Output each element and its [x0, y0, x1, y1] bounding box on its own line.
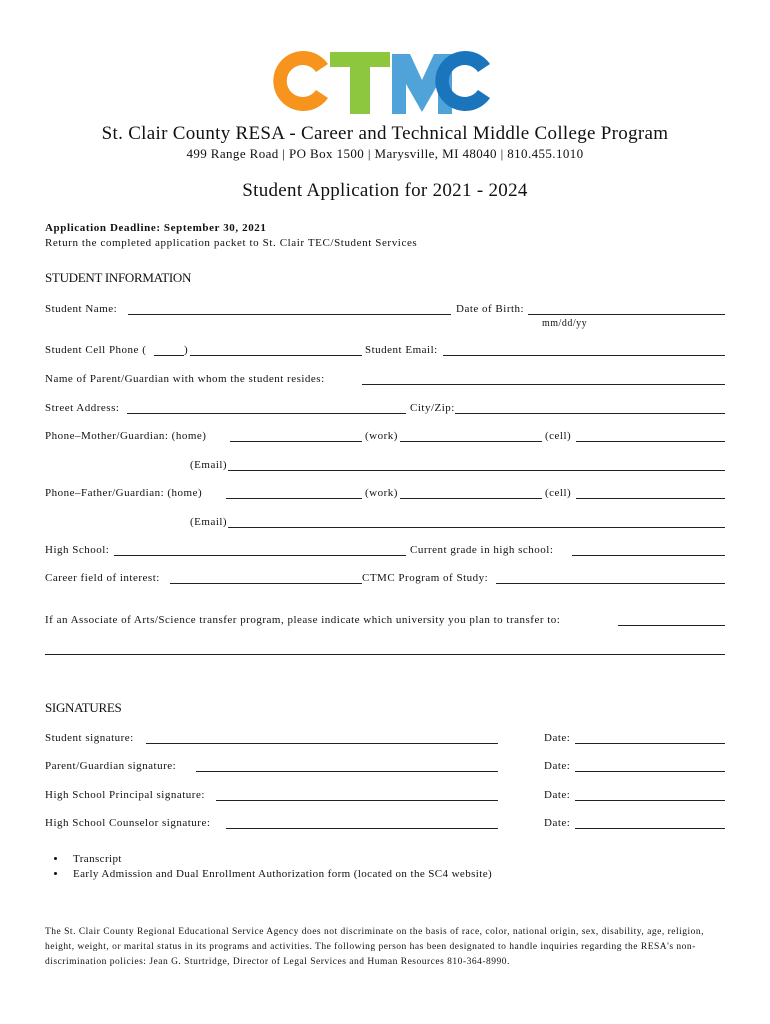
transfer-label: If an Associate of Arts/Science transfer program, please indicate which university you plan to transfer to: [45, 614, 561, 626]
father-email-field[interactable] [228, 527, 725, 528]
program-title: St. Clair County RESA - Career and Technical Middle College Program [101, 123, 669, 144]
dob-field[interactable] [528, 314, 725, 315]
mother-cell-phone-field[interactable] [576, 441, 725, 442]
mother-work-label: (work) [365, 430, 398, 442]
father-work-label: (work) [365, 487, 398, 499]
cell-area-code-field[interactable] [154, 355, 184, 356]
return-note: Return the completed application packet to St. Clair TEC/Student Services [45, 237, 418, 249]
mother-cell-label: (cell) [545, 430, 572, 442]
student-signature-label: Student signature: [45, 732, 134, 744]
signatures-heading: SIGNATURES [45, 700, 122, 715]
ctmc-program-field[interactable] [496, 583, 725, 584]
high-school-field[interactable] [114, 555, 406, 556]
parent-signature-label: Parent/Guardian signature: [45, 760, 177, 772]
current-grade-field[interactable] [572, 555, 725, 556]
counselor-signature-field[interactable] [226, 828, 498, 829]
student-email-label: Student Email: [365, 344, 438, 356]
student-email-field[interactable] [443, 355, 725, 356]
application-deadline: Application Deadline: September 30, 2021 [45, 222, 267, 234]
mother-home-phone-field[interactable] [230, 441, 362, 442]
cell-phone-label: Student Cell Phone ( [45, 344, 147, 356]
list-item: • Early Admission and Dual Enrollment Authorization form (located on the SC4 website) [67, 868, 492, 880]
student-signature-field[interactable] [146, 743, 498, 744]
parent-signature-date-field[interactable] [575, 771, 725, 772]
principal-signature-label: High School Principal signature: [45, 789, 205, 801]
student-name-label: Student Name: [45, 303, 118, 315]
guardian-name-label: Name of Parent/Guardian with whom the student resides: [45, 373, 325, 385]
dob-label: Date of Birth: [456, 303, 525, 315]
city-zip-field[interactable] [455, 413, 725, 414]
ctmc-logo [270, 46, 500, 116]
mother-phone-label: Phone–Mother/Guardian: (home) [45, 430, 207, 442]
father-email-label: (Email) [190, 516, 228, 528]
student-name-field[interactable] [128, 314, 451, 315]
father-cell-phone-field[interactable] [576, 498, 725, 499]
parent-signature-date-label: Date: [544, 760, 571, 772]
father-phone-label: Phone–Father/Guardian: (home) [45, 487, 203, 499]
high-school-label: High School: [45, 544, 110, 556]
mother-email-field[interactable] [228, 470, 725, 471]
counselor-signature-label: High School Counselor signature: [45, 817, 211, 829]
current-grade-label: Current grade in high school: [410, 544, 554, 556]
application-title: Student Application for 2021 - 2024 [242, 180, 528, 201]
transfer-university-field-line2[interactable] [45, 654, 725, 655]
mother-work-phone-field[interactable] [400, 441, 542, 442]
dob-format-hint: mm/dd/yy [542, 318, 588, 329]
mother-email-label: (Email) [190, 459, 228, 471]
student-signature-date-label: Date: [544, 732, 571, 744]
student-signature-date-field[interactable] [575, 743, 725, 744]
required-documents-list [45, 853, 492, 883]
ctmc-program-label: CTMC Program of Study: [362, 572, 489, 584]
father-cell-label: (cell) [545, 487, 572, 499]
program-address: 499 Range Road | PO Box 1500 | Marysville, MI 48040 | 810.455.1010 [186, 146, 584, 161]
cell-phone-field[interactable] [190, 355, 362, 356]
transfer-university-field[interactable] [618, 625, 725, 626]
list-item: • Transcript [67, 853, 492, 865]
principal-signature-date-label: Date: [544, 789, 571, 801]
non-discrimination-statement: The St. Clair County Regional Educational Service Agency does not discriminate on the basis of race, color, national origin, sex, disability, age, religion, height, weight, or marital status in its programs and activities. The following person has been designated to handle inquiries regarding the RESA's non-discrimination policies: Jean G. Sturtridge, Director of Legal Services and Human Resources 810-364-8990. [45, 927, 705, 967]
street-address-field[interactable] [127, 413, 406, 414]
guardian-name-field[interactable] [362, 384, 725, 385]
counselor-signature-date-field[interactable] [575, 828, 725, 829]
career-field-field[interactable] [170, 583, 362, 584]
father-home-phone-field[interactable] [226, 498, 362, 499]
student-info-heading: STUDENT INFORMATION [45, 270, 192, 285]
principal-signature-field[interactable] [216, 800, 498, 801]
counselor-signature-date-label: Date: [544, 817, 571, 829]
parent-signature-field[interactable] [196, 771, 498, 772]
cell-phone-paren: ) [184, 344, 189, 356]
street-address-label: Street Address: [45, 402, 120, 414]
city-zip-label: City/Zip: [410, 402, 455, 414]
principal-signature-date-field[interactable] [575, 800, 725, 801]
career-field-label: Career field of interest: [45, 572, 160, 584]
father-work-phone-field[interactable] [400, 498, 542, 499]
